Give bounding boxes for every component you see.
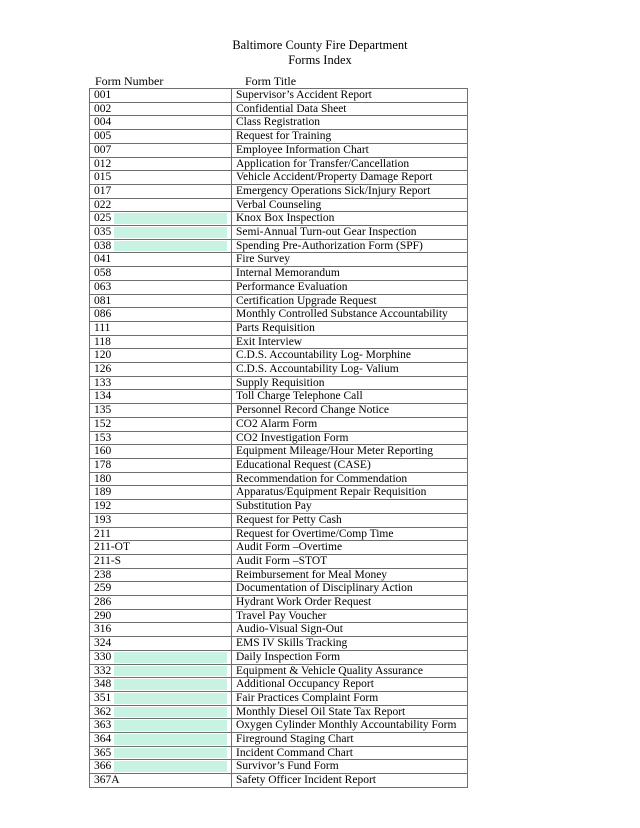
form-number-cell	[90, 746, 232, 760]
form-title: Oxygen Cylinder Monthly Accountability Form	[232, 719, 468, 733]
form-number: 189	[94, 486, 112, 499]
table-row	[90, 280, 468, 294]
form-number: 135	[94, 404, 112, 417]
form-number: 120	[94, 349, 112, 362]
form-number-cell	[90, 596, 232, 610]
form-number-cell	[90, 705, 232, 719]
form-title: Spending Pre-Authorization Form (SPF)	[232, 239, 468, 253]
table-row	[90, 445, 468, 459]
form-title: Recommendation for Commendation	[232, 472, 468, 486]
form-number-cell	[90, 445, 232, 459]
form-number: 192	[94, 500, 112, 513]
form-number: 038	[94, 239, 112, 252]
form-number-cell	[90, 527, 232, 541]
form-number-cell	[90, 102, 232, 116]
form-number: 211-OT	[94, 541, 130, 554]
table-row	[90, 198, 468, 212]
form-number-cell	[90, 582, 232, 596]
form-number: 348	[94, 678, 112, 691]
table-row	[90, 678, 468, 692]
table-row	[90, 500, 468, 514]
form-number: 058	[94, 267, 112, 280]
table-row	[90, 116, 468, 130]
form-title: Personnel Record Change Notice	[232, 404, 468, 418]
table-row	[90, 596, 468, 610]
form-title: Parts Requisition	[232, 321, 468, 335]
form-title: Survivor’s Fund Form	[232, 760, 468, 774]
table-row	[90, 733, 468, 747]
table-row	[90, 102, 468, 116]
row-highlight	[114, 213, 227, 224]
form-number: 025	[94, 212, 112, 225]
form-title: Certification Upgrade Request	[232, 294, 468, 308]
form-number: 363	[94, 719, 112, 732]
form-number: 364	[94, 733, 112, 746]
form-number-cell	[90, 157, 232, 171]
form-number: 007	[94, 143, 112, 156]
table-row	[90, 157, 468, 171]
form-title: Vehicle Accident/Property Damage Report	[232, 171, 468, 185]
form-number: 365	[94, 746, 112, 759]
form-number: 211	[94, 527, 111, 540]
form-number: 238	[94, 568, 112, 581]
form-title: Supply Requisition	[232, 376, 468, 390]
table-row	[90, 89, 468, 103]
form-title: Emergency Operations Sick/Injury Report	[232, 184, 468, 198]
form-number: 022	[94, 198, 112, 211]
form-title: Safety Officer Incident Report	[232, 774, 468, 788]
form-number: 126	[94, 363, 112, 376]
form-number: 351	[94, 691, 112, 704]
form-number: 017	[94, 184, 112, 197]
form-number: 366	[94, 760, 112, 773]
form-title: Audio-Visual Sign-Out	[232, 623, 468, 637]
form-number-cell	[90, 143, 232, 157]
form-title: Travel Pay Voucher	[232, 609, 468, 623]
table-row	[90, 349, 468, 363]
table-row	[90, 568, 468, 582]
table-row	[90, 253, 468, 267]
row-highlight	[114, 734, 227, 745]
column-header-form-number: Form Number	[95, 74, 164, 88]
form-number-cell	[90, 321, 232, 335]
table-row	[90, 363, 468, 377]
form-number: 001	[94, 89, 112, 101]
column-header-form-title: Form Title	[245, 74, 297, 88]
form-number-cell	[90, 554, 232, 568]
form-title: Reimbursement for Meal Money	[232, 568, 468, 582]
form-title: Request for Petty Cash	[232, 513, 468, 527]
form-title: Class Registration	[232, 116, 468, 130]
row-highlight	[114, 693, 227, 704]
form-number-cell	[90, 130, 232, 144]
form-number: 316	[94, 623, 112, 636]
form-title: Performance Evaluation	[232, 280, 468, 294]
form-number: 002	[94, 102, 112, 115]
table-row	[90, 691, 468, 705]
table-row	[90, 513, 468, 527]
form-title: Additional Occupancy Report	[232, 678, 468, 692]
form-number-cell	[90, 363, 232, 377]
table-row	[90, 130, 468, 144]
form-number-cell	[90, 513, 232, 527]
table-row	[90, 623, 468, 637]
table-row	[90, 554, 468, 568]
form-title: Internal Memorandum	[232, 267, 468, 281]
form-title: Audit Form –STOT	[232, 554, 468, 568]
form-number-cell	[90, 650, 232, 664]
form-number-cell	[90, 609, 232, 623]
form-number: 063	[94, 280, 112, 293]
form-number-cell	[90, 760, 232, 774]
form-title: Hydrant Work Order Request	[232, 596, 468, 610]
form-number: 180	[94, 472, 112, 485]
table-row	[90, 609, 468, 623]
table-row	[90, 212, 468, 226]
form-title: Audit Form –Overtime	[232, 541, 468, 555]
form-title: Toll Charge Telephone Call	[232, 390, 468, 404]
form-title: Semi-Annual Turn-out Gear Inspection	[232, 226, 468, 240]
form-number: 015	[94, 171, 112, 184]
form-title: Fire Survey	[232, 253, 468, 267]
form-number: 259	[94, 582, 112, 595]
form-title: C.D.S. Accountability Log- Morphine	[232, 349, 468, 363]
form-number-cell	[90, 691, 232, 705]
document-header	[0, 38, 640, 68]
table-row	[90, 143, 468, 157]
form-title: Exit Interview	[232, 335, 468, 349]
table-row	[90, 486, 468, 500]
form-number-cell	[90, 431, 232, 445]
form-number-cell	[90, 171, 232, 185]
table-row	[90, 650, 468, 664]
form-number-cell	[90, 308, 232, 322]
form-number: 153	[94, 431, 112, 444]
form-number-cell	[90, 719, 232, 733]
form-title: Equipment Mileage/Hour Meter Reporting	[232, 445, 468, 459]
form-number: 005	[94, 130, 112, 143]
table-row	[90, 774, 468, 788]
form-number-cell	[90, 390, 232, 404]
form-number-cell	[90, 267, 232, 281]
form-title: Daily Inspection Form	[232, 650, 468, 664]
form-number: 133	[94, 376, 112, 389]
form-number-cell	[90, 253, 232, 267]
form-title: Incident Command Chart	[232, 746, 468, 760]
form-number-cell	[90, 541, 232, 555]
form-number-cell	[90, 733, 232, 747]
form-number-cell	[90, 212, 232, 226]
page-title: Forms Index	[288, 53, 352, 67]
form-number-cell	[90, 404, 232, 418]
form-number-cell	[90, 678, 232, 692]
form-number: 367A	[94, 774, 120, 787]
form-number-cell	[90, 280, 232, 294]
table-row	[90, 404, 468, 418]
form-number: 041	[94, 253, 112, 266]
table-row	[90, 376, 468, 390]
form-number-cell	[90, 568, 232, 582]
form-number: 324	[94, 637, 112, 650]
row-highlight	[114, 652, 227, 663]
table-row	[90, 417, 468, 431]
form-number: 012	[94, 157, 112, 170]
form-number: 332	[94, 664, 112, 677]
form-number-cell	[90, 376, 232, 390]
form-number: 330	[94, 650, 112, 663]
form-number-cell	[90, 500, 232, 514]
org-name: Baltimore County Fire Department	[232, 38, 408, 52]
form-title: C.D.S. Accountability Log- Valium	[232, 363, 468, 377]
form-number-cell	[90, 116, 232, 130]
row-highlight	[114, 227, 227, 238]
table-row	[90, 171, 468, 185]
table-row	[90, 541, 468, 555]
table-row	[90, 321, 468, 335]
forms-table-body	[90, 89, 468, 788]
form-title: Fair Practices Complaint Form	[232, 691, 468, 705]
form-number: 118	[94, 335, 111, 348]
form-number-cell	[90, 294, 232, 308]
table-row	[90, 746, 468, 760]
form-number-cell	[90, 458, 232, 472]
form-number: 178	[94, 458, 112, 471]
table-row	[90, 308, 468, 322]
table-row	[90, 719, 468, 733]
form-number: 193	[94, 513, 112, 526]
form-title: Request for Training	[232, 130, 468, 144]
form-number-cell	[90, 226, 232, 240]
form-number: 362	[94, 705, 112, 718]
form-title: Request for Overtime/Comp Time	[232, 527, 468, 541]
row-highlight	[114, 720, 227, 731]
row-highlight	[114, 679, 227, 690]
table-row	[90, 239, 468, 253]
row-highlight	[114, 761, 227, 772]
form-title: Employee Information Chart	[232, 143, 468, 157]
table-row	[90, 582, 468, 596]
form-title: Confidential Data Sheet	[232, 102, 468, 116]
table-row	[90, 431, 468, 445]
table-row	[90, 335, 468, 349]
form-number: 004	[94, 116, 112, 129]
form-number-cell	[90, 89, 232, 103]
table-row	[90, 637, 468, 651]
form-number: 111	[94, 321, 111, 334]
form-title: Educational Request (CASE)	[232, 458, 468, 472]
form-number-cell	[90, 349, 232, 363]
form-title: Application for Transfer/Cancellation	[232, 157, 468, 171]
form-title: CO2 Alarm Form	[232, 417, 468, 431]
form-number: 086	[94, 308, 112, 321]
form-number: 286	[94, 596, 112, 609]
forms-table	[89, 88, 468, 788]
form-number-cell	[90, 417, 232, 431]
form-number-cell	[90, 184, 232, 198]
form-number-cell	[90, 335, 232, 349]
row-highlight	[114, 707, 227, 718]
table-row	[90, 226, 468, 240]
row-highlight	[114, 748, 227, 759]
form-title: Knox Box Inspection	[232, 212, 468, 226]
table-row	[90, 664, 468, 678]
table-row	[90, 527, 468, 541]
form-number-cell	[90, 623, 232, 637]
row-highlight	[114, 666, 227, 677]
form-number: 152	[94, 417, 112, 430]
form-number-cell	[90, 486, 232, 500]
form-number-cell	[90, 774, 232, 788]
form-title: Monthly Diesel Oil State Tax Report	[232, 705, 468, 719]
form-number: 081	[94, 294, 112, 307]
table-row	[90, 458, 468, 472]
form-title: Fireground Staging Chart	[232, 733, 468, 747]
row-highlight	[114, 241, 227, 252]
table-row	[90, 390, 468, 404]
form-title: Supervisor’s Accident Report	[232, 89, 468, 103]
table-row	[90, 705, 468, 719]
table-row	[90, 760, 468, 774]
form-number: 211-S	[94, 554, 122, 567]
form-title: Apparatus/Equipment Repair Requisition	[232, 486, 468, 500]
form-number: 290	[94, 609, 112, 622]
form-title: CO2 Investigation Form	[232, 431, 468, 445]
form-title: Verbal Counseling	[232, 198, 468, 212]
form-number-cell	[90, 239, 232, 253]
form-number-cell	[90, 637, 232, 651]
form-title: Equipment & Vehicle Quality Assurance	[232, 664, 468, 678]
table-row	[90, 184, 468, 198]
form-number: 035	[94, 226, 112, 239]
table-row	[90, 294, 468, 308]
form-number-cell	[90, 664, 232, 678]
form-title: Documentation of Disciplinary Action	[232, 582, 468, 596]
form-number-cell	[90, 198, 232, 212]
table-row	[90, 472, 468, 486]
form-number: 160	[94, 445, 112, 458]
form-title: EMS IV Skills Tracking	[232, 637, 468, 651]
form-number-cell	[90, 472, 232, 486]
form-number: 134	[94, 390, 112, 403]
form-title: Substitution Pay	[232, 500, 468, 514]
table-row	[90, 267, 468, 281]
form-title: Monthly Controlled Substance Accountability	[232, 308, 468, 322]
